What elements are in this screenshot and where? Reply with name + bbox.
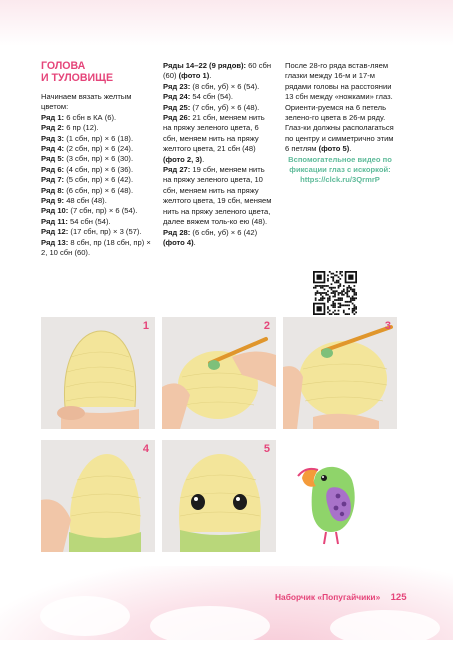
footer-band [0, 566, 453, 640]
row-label: Ряд 5: [41, 154, 65, 164]
instruction-row [41, 123, 156, 133]
parrot-illustration [296, 458, 362, 546]
rows-list-1 [41, 113, 156, 259]
photo-1 [41, 317, 155, 429]
row-text: (7 сбн, пр) × 6 (54). [68, 206, 138, 216]
instruction-row [163, 228, 275, 249]
row-end: . [193, 237, 196, 247]
row-label: Ряд 11: [41, 216, 68, 226]
row-label: Ряд 8: [41, 185, 65, 195]
page-number: 125 [390, 592, 407, 603]
instruction-row [163, 113, 275, 165]
instruction-row [41, 154, 156, 164]
row-text: 54 сбн (54). [67, 216, 111, 226]
row-label: Ряд 10: [41, 206, 69, 216]
photo-number: 5 [263, 443, 270, 455]
instruction-row [163, 61, 275, 82]
column-2 [163, 61, 275, 248]
row-label: Ряды 14–22 (9 рядов): [163, 61, 247, 70]
qr-code-icon[interactable] [313, 271, 357, 315]
column-1 [41, 61, 156, 259]
photo-3 [283, 317, 397, 429]
photo-5 [162, 440, 276, 552]
row-text: 6 пр (12). [64, 123, 99, 133]
photo-3-image [283, 317, 397, 429]
row-label: Ряд 9: [41, 196, 65, 206]
row-label: Ряд 13: [41, 237, 69, 247]
instruction-row [163, 165, 275, 227]
section-title [41, 61, 156, 84]
photo-2 [162, 317, 276, 429]
row-text: (6 сбн, уб) × 6 (42) [190, 227, 258, 237]
header-band [0, 0, 453, 46]
photo-ref: (фото 2, 3) [163, 154, 203, 164]
row-text: (7 сбн, уб) × 6 (48). [190, 102, 260, 112]
intro-text: Начинаем вязать желтым цветом: [41, 92, 132, 112]
section-title-line-2: И ТУЛОВИЩЕ [41, 71, 114, 84]
instruction-row [41, 186, 156, 196]
row-label: Ряд 3: [41, 133, 65, 143]
row-text: (4 сбн, пр) × 6 (36). [64, 164, 134, 174]
row-text: (8 сбн, уб) × 6 (54). [190, 81, 260, 91]
magazine-title: Наборчик «Попугайчики» [275, 592, 381, 602]
row-text: (1 сбн, пр) × 6 (18). [64, 133, 134, 143]
photo-number: 3 [384, 320, 391, 332]
row-label: Ряд 26: [163, 113, 191, 123]
instruction-row [41, 134, 156, 144]
instruction-row [163, 92, 275, 102]
instruction-row [41, 217, 156, 227]
row-label: Ряд 24: [163, 92, 191, 102]
row-text: (17 сбн, пр) × 3 (57). [68, 227, 142, 237]
rows-list-2 [163, 61, 275, 248]
row-label: Ряд 7: [41, 175, 65, 185]
footer [275, 592, 407, 603]
row-label: Ряд 27: [163, 165, 191, 175]
instruction-row [41, 196, 156, 206]
row-text: 8 сбн, пр (18 сбн, пр) × 2, 10 сбн (60). [41, 237, 151, 258]
row-text: 48 сбн (48). [64, 196, 107, 206]
photo-5-image [162, 440, 276, 552]
row-text: 54 сбн (54). [190, 92, 234, 102]
photo-4-image [41, 440, 155, 552]
row-label: Ряд 28: [163, 227, 191, 237]
row-text: (6 сбн, пр) × 6 (48). [64, 185, 134, 195]
video-link[interactable]: Вспомогательное видео по фиксации глаз с искоркой: https://clck.ru/3QrmrP [288, 154, 392, 185]
row-text: (3 сбн, пр) × 6 (30). [64, 154, 134, 164]
row-text: 6 сбн в КА (6). [64, 112, 117, 122]
row-text: 60 сбн (60) [163, 61, 272, 81]
row-end: . [202, 154, 205, 164]
row-end: . [209, 71, 212, 81]
photo-4 [41, 440, 155, 552]
row-label: Ряд 6: [41, 164, 65, 174]
photo-1-image [41, 317, 155, 429]
instruction-row [163, 82, 275, 92]
row-text: 19 сбн, меняем нить на пряжу зеленого цвета, 10 сбн, меняем нить на пряжу желтого цвета, 19 сбн, меняем нить на пряжу зеленого цвета, далее вяжем толь-ко ею (48). [163, 165, 272, 227]
column-3 [285, 61, 395, 186]
instruction-row [41, 165, 156, 175]
instruction-row [41, 113, 156, 123]
photo-2-image [162, 317, 276, 429]
row-label: Ряд 23: [163, 81, 191, 91]
instruction-row [41, 144, 156, 154]
row-text: (2 сбн, пр) × 6 (24). [64, 144, 134, 154]
row-label: Ряд 25: [163, 102, 191, 112]
row-text: 21 сбн, меняем нить на пряжу зеленого цвета, 6 сбн, меняем нить на пряжу желтого цвета, 21 сбн (48) [163, 113, 265, 154]
photo-number: 1 [142, 320, 149, 332]
row-label: Ряд 1: [41, 112, 65, 122]
photo-number: 2 [263, 320, 270, 332]
photo-number: 4 [142, 443, 149, 455]
photo-ref: (фото 4) [163, 237, 194, 247]
row-text: (5 сбн, пр) × 6 (42). [64, 175, 134, 185]
row-label: Ряд 12: [41, 227, 69, 237]
section-title-line-1: ГОЛОВА [41, 60, 86, 72]
instruction-row [41, 175, 156, 185]
instruction-row [41, 238, 156, 259]
instruction-row [163, 103, 275, 113]
photo-ref: (фото 1) [178, 71, 210, 81]
instruction-row [41, 227, 156, 237]
instruction-row [41, 206, 156, 216]
row-label: Ряд 2: [41, 123, 65, 133]
row-label: Ряд 4: [41, 144, 65, 154]
eyes-instructions: После 28-го ряда встав-ляем глазки между 16-м и 17-м рядами головы на расстоянии 13 сбн между «ножками» глаз. Ориенти-руемся на 6 петель зелено-го цвета в 26-м ряду. Глаз-ки должны располагаться по центру и симметрично этим 6 петлям (фото 5). [285, 61, 394, 154]
